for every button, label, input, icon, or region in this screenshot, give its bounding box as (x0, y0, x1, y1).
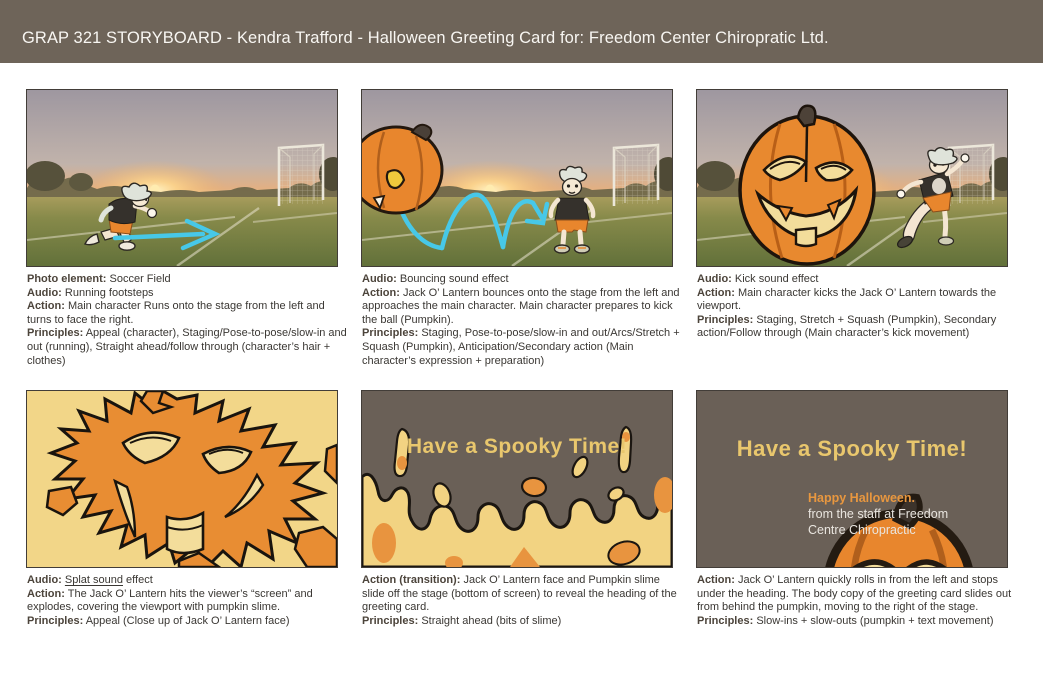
pumpkin-kick-scene (697, 90, 1007, 266)
caption-frame-1 (27, 273, 349, 368)
caption-segment: Action: Jack O’ Lantern bounces onto the stage from the left and approaches the main character. Main character prepares to kick the ball (Pumpkin). (362, 286, 680, 326)
greeting-card-copy (808, 490, 948, 538)
caption-segment: Principles: Appeal (Close up of Jack O’ Lantern face) (27, 614, 290, 627)
caption-segment: Principles: Slow-ins + slow-outs (pumpkin + text movement) (697, 614, 994, 627)
storyboard-frame-5 (361, 390, 673, 568)
caption-frame-4 (27, 574, 349, 628)
storyboard-frame-4 (26, 390, 338, 568)
caption-segment: Principles: Staging, Stretch + Squash (Pumpkin), Secondary action/Follow through (Main character’s kick movement) (697, 313, 997, 340)
caption-segment: Audio: Running footsteps (27, 286, 154, 299)
slime-reveal-scene (362, 391, 672, 567)
caption-segment: Action: Main character kicks the Jack O’ Lantern towards the viewport. (697, 286, 997, 313)
soccer-field-run-scene (27, 90, 337, 266)
caption-segment: Audio: Splat sound effect (27, 574, 153, 586)
storyboard-title: GRAP 321 STORYBOARD - Kendra Trafford - Halloween Greeting Card for: Freedom Center Chiropratic Ltd. (22, 29, 829, 47)
caption-segment: Action: Main character Runs onto the stage from the left and turns to face the right. (27, 300, 325, 326)
card-copy-line1: from the staff at Freedom (808, 507, 949, 521)
caption-segment: Principles: Appeal (character), Staging/Pose-to-pose/slow-in and out (running), Straight ahead/follow through (character’s hair + clothes) (27, 327, 347, 367)
title-bar (0, 0, 1043, 63)
caption-segment: Photo element: Soccer Field (27, 273, 171, 285)
caption-segment: Audio: Bouncing sound effect (362, 273, 509, 285)
caption-frame-3 (697, 273, 1019, 341)
happy-halloween-line: Happy Halloween. (808, 491, 915, 505)
splat-scene (27, 391, 337, 567)
storyboard-frame-3 (696, 89, 1008, 267)
spooky-heading: Have a Spooky Time! (736, 436, 968, 461)
card-copy-line2: Centre Chiropractic (808, 523, 916, 537)
caption-frame-2 (362, 273, 684, 368)
caption-frame-6 (697, 574, 1019, 628)
caption-segment: Action: Jack O’ Lantern quickly rolls in from the left and stops under the heading. The body copy of the greeting card slides out from behind the pumpkin, moving to the right of the stage. (697, 574, 1012, 614)
caption-segment: Action (transition): Jack O’ Lantern face and Pumpkin slime slide off the stage (bottom of screen) to reveal the heading of the greeting card. (362, 574, 677, 614)
storyboard-frame-2 (361, 89, 673, 267)
pumpkin-bounce-scene (362, 90, 672, 266)
caption-segment: Audio: Kick sound effect (697, 273, 819, 285)
spooky-heading: Have a Spooky Time! (406, 435, 628, 458)
caption-segment: Principles: Straight ahead (bits of slime) (362, 614, 562, 627)
caption-segment: Principles: Staging, Pose-to-pose/slow-in and out/Arcs/Stretch + Squash (Pumpkin), Anticipation/Secondary action (Main character’s expression + preparation) (362, 327, 680, 367)
storyboard-frame-6 (696, 390, 1008, 568)
caption-segment: Action: The Jack O’ Lantern hits the viewer’s “screen” and explodes, covering the viewport with pumpkin slime. (27, 587, 313, 614)
storyboard-frame-1 (26, 89, 338, 267)
caption-frame-5 (362, 574, 684, 628)
